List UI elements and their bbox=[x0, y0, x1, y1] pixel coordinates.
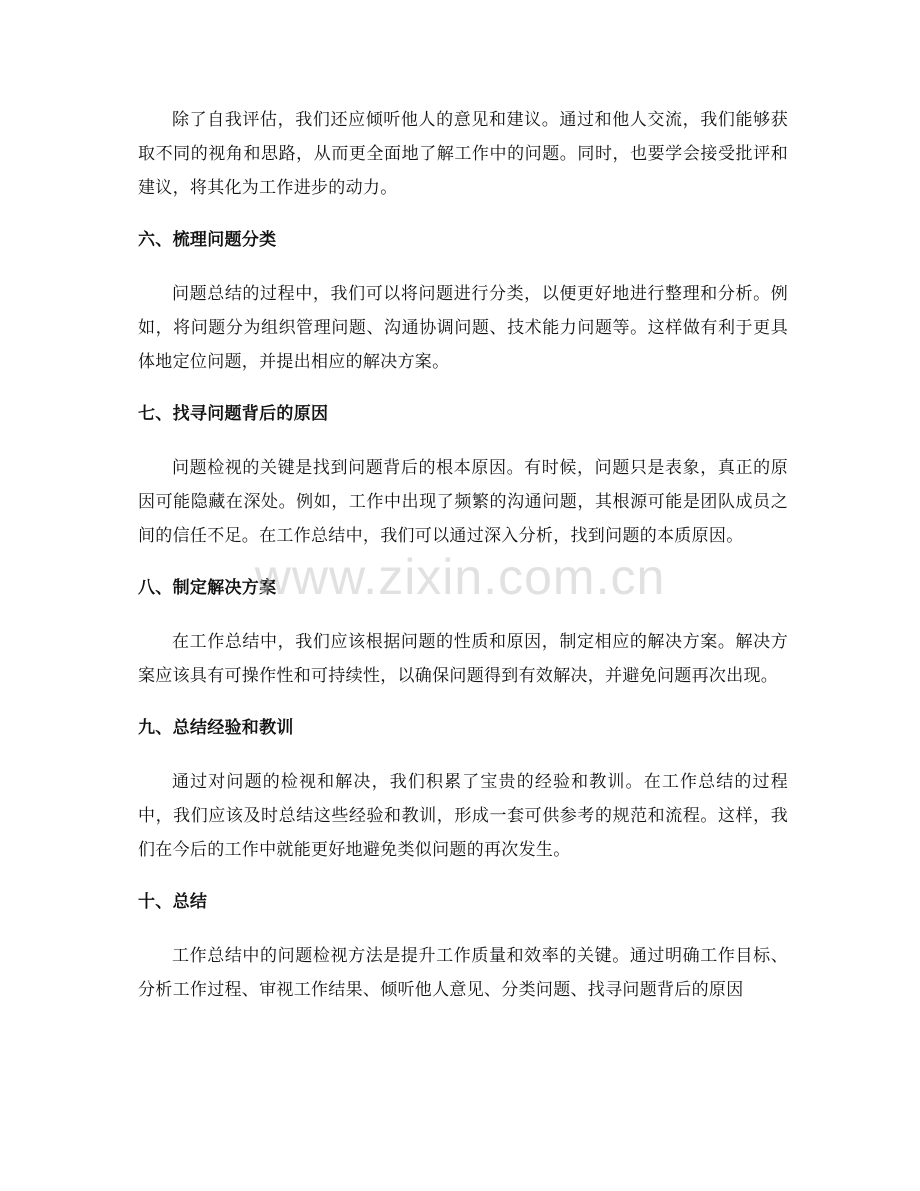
heading-find-causes: 七、找寻问题背后的原因 bbox=[138, 404, 329, 424]
paragraph-listen-others: 除了自我评估，我们还应倾听他人的意见和建议。通过和他人交流，我们能够获取不同的视角和思路，从而更全面地了解工作中的问题。同时，也要学会接受批评和建议，将其化为工作进步的动力。 bbox=[138, 110, 788, 198]
paragraph-sort-categories: 问题总结的过程中，我们可以将问题进行分类，以便更好地进行整理和分析。例如，将问题分为组织管理问题、沟通协调问题、技术能力问题等。这样做有利于更具体地定位问题，并提出相应的解决方案。 bbox=[138, 284, 788, 372]
watermark-text: www.zixin.com.cn bbox=[254, 549, 666, 605]
paragraph-make-solutions: 在工作总结中，我们应该根据问题的性质和原因，制定相应的解决方案。解决方案应该具有可操作性和可持续性，以确保问题得到有效解决，并避免问题再次出现。 bbox=[138, 632, 788, 686]
heading-sort-categories: 六、梳理问题分类 bbox=[138, 230, 277, 250]
heading-make-solutions: 八、制定解决方案 bbox=[138, 578, 277, 598]
paragraph-summary: 工作总结中的问题检视方法是提升工作质量和效率的关键。通过明确工作目标、分析工作过程、审视工作结果、倾听他人意见、分类问题、找寻问题背后的原因 bbox=[138, 946, 788, 1000]
document-body bbox=[138, 103, 788, 1007]
heading-summary: 十、总结 bbox=[138, 892, 208, 912]
paragraph-find-causes: 问题检视的关键是找到问题背后的根本原因。有时候，问题只是表象，真正的原因可能隐藏在深处。例如，工作中出现了频繁的沟通问题，其根源可能是团队成员之间的信任不足。在工作总结中，我们可以通过深入分析，找到问题的本质原因。 bbox=[138, 458, 788, 546]
paragraph-lessons: 通过对问题的检视和解决，我们积累了宝贵的经验和教训。在工作总结的过程中，我们应该及时总结这些经验和教训，形成一套可供参考的规范和流程。这样，我们在今后的工作中就能更好地避免类似问题的再次发生。 bbox=[138, 772, 788, 860]
heading-lessons: 九、总结经验和教训 bbox=[138, 718, 294, 738]
